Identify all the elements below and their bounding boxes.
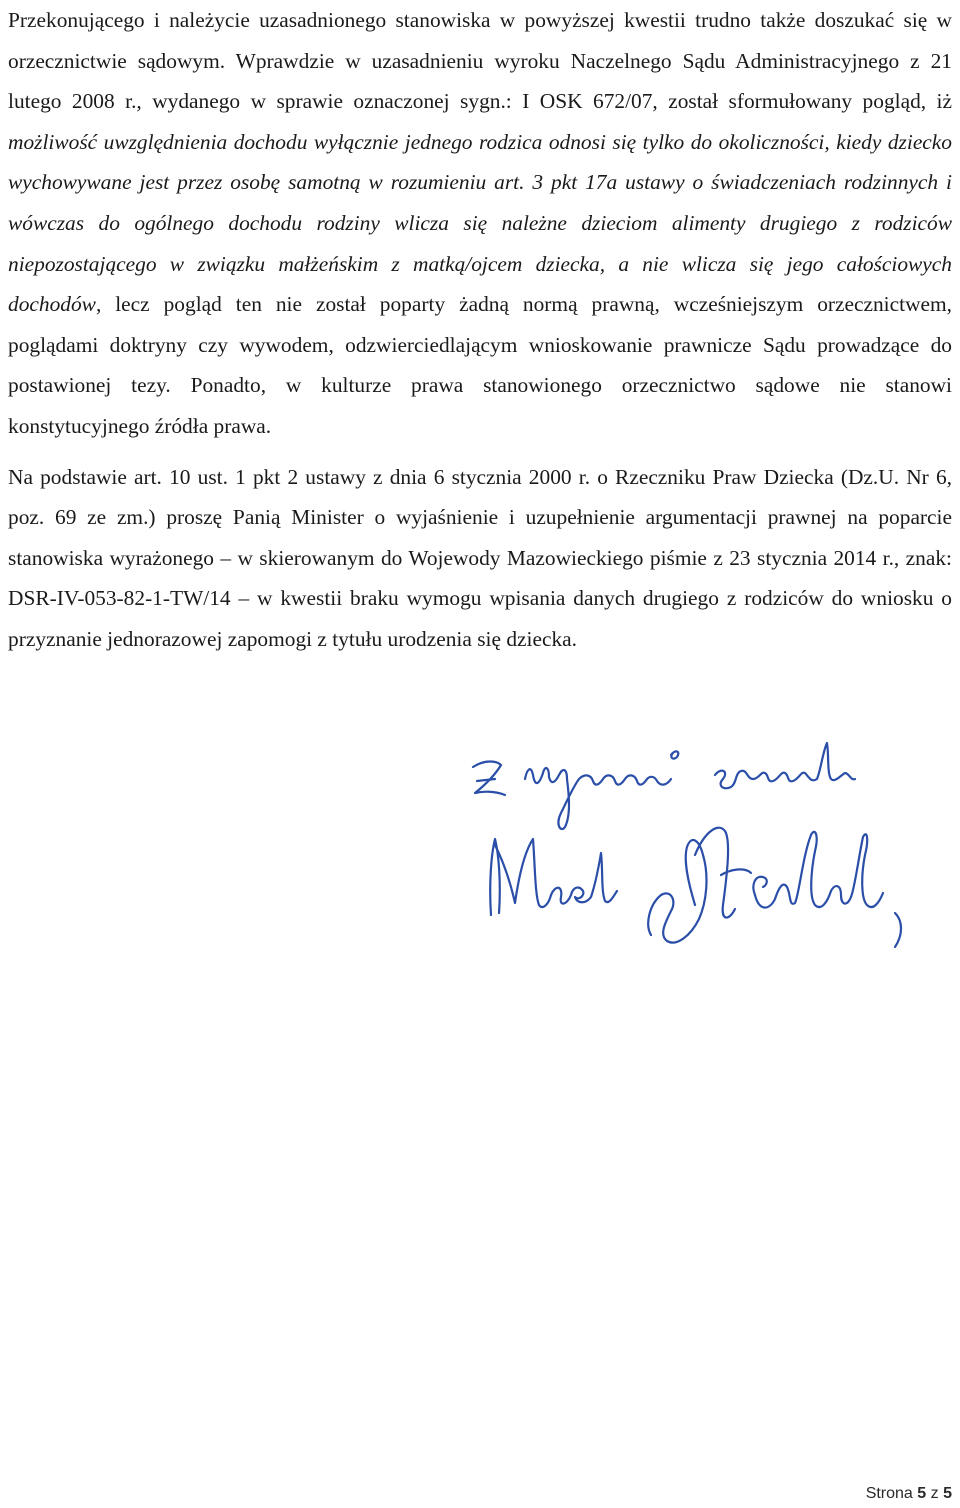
- document-page: [8, 0, 952, 660]
- signature-drawing: [455, 735, 915, 965]
- page-separator: z: [930, 1485, 939, 1502]
- paragraph-request: Na podstawie art. 10 ust. 1 pkt 2 ustawy z dnia 6 stycznia 2000 r. o Rzeczniku Praw Dziecka (Dz.U. Nr 6, poz. 69 ze zm.) proszę Panią Minister o wyjaśnienie i uzupełnienie argumentacji prawnej na poparcie stanowiska wyrażonego – w skierowanym do Wojewody Mazowieckiego piśmie z 23 stycznia 2014 r., znak: DSR-IV-053-82-1-TW/14 – w kwestii braku wymogu wpisania danych drugiego z rodziców do wniosku o przyznanie jednorazowej zapomogi z tytułu urodzenia się dziecka.: [8, 464, 952, 651]
- italic-court-quote: możliwość uwzględnienia dochodu wyłącznie jednego rodzica odnosi się tylko do okoliczności, kiedy dziecko wychowywane jest przez osobę samotną w rozumieniu art. 3 pkt 17a ustawy o świadczeniach rodzinnych i wówczas do ogólnego dochodu rodziny wlicza się należne dzieciom alimenty drugiego z rodziców niepozostającego w związku małżeńskim z matką/ojcem dziecka, a nie wlicza się jego całościowych dochodów: [8, 129, 952, 317]
- page-total: 5: [943, 1485, 952, 1502]
- paragraph-case-law: [8, 0, 952, 447]
- page-label: Strona: [865, 1485, 913, 1502]
- handwritten-signature: [455, 735, 915, 965]
- page-current: 5: [917, 1485, 927, 1502]
- paragraph-text: Przekonującego i należycie uzasadnionego stanowiska w powyższej kwestii trudno także doszukać się w orzecznictwie sądowym. Wprawdzie w uzasadnieniu wyroku Naczelnego Sądu Administracyjnego z 21 lutego 2008 r., wydanego w sprawie oznaczonej sygn.: I OSK 672/07, został sformułowany pogląd, iż: [8, 8, 952, 114]
- paragraph-text: , lecz pogląd ten nie został poparty żadną normą prawną, wcześniejszym orzecznictwem, poglądami doktryny czy wywodem, odzwierciedlającym wnioskowanie prawnicze Sądu prowadzące do postawionej tezy. Ponadto, w kulturze prawa stanowionego orzecznictwo sądowe nie stanowi konstytucyjnego źródła prawa.: [8, 292, 952, 438]
- signature-ink: [473, 743, 901, 947]
- page-number: [866, 1485, 952, 1503]
